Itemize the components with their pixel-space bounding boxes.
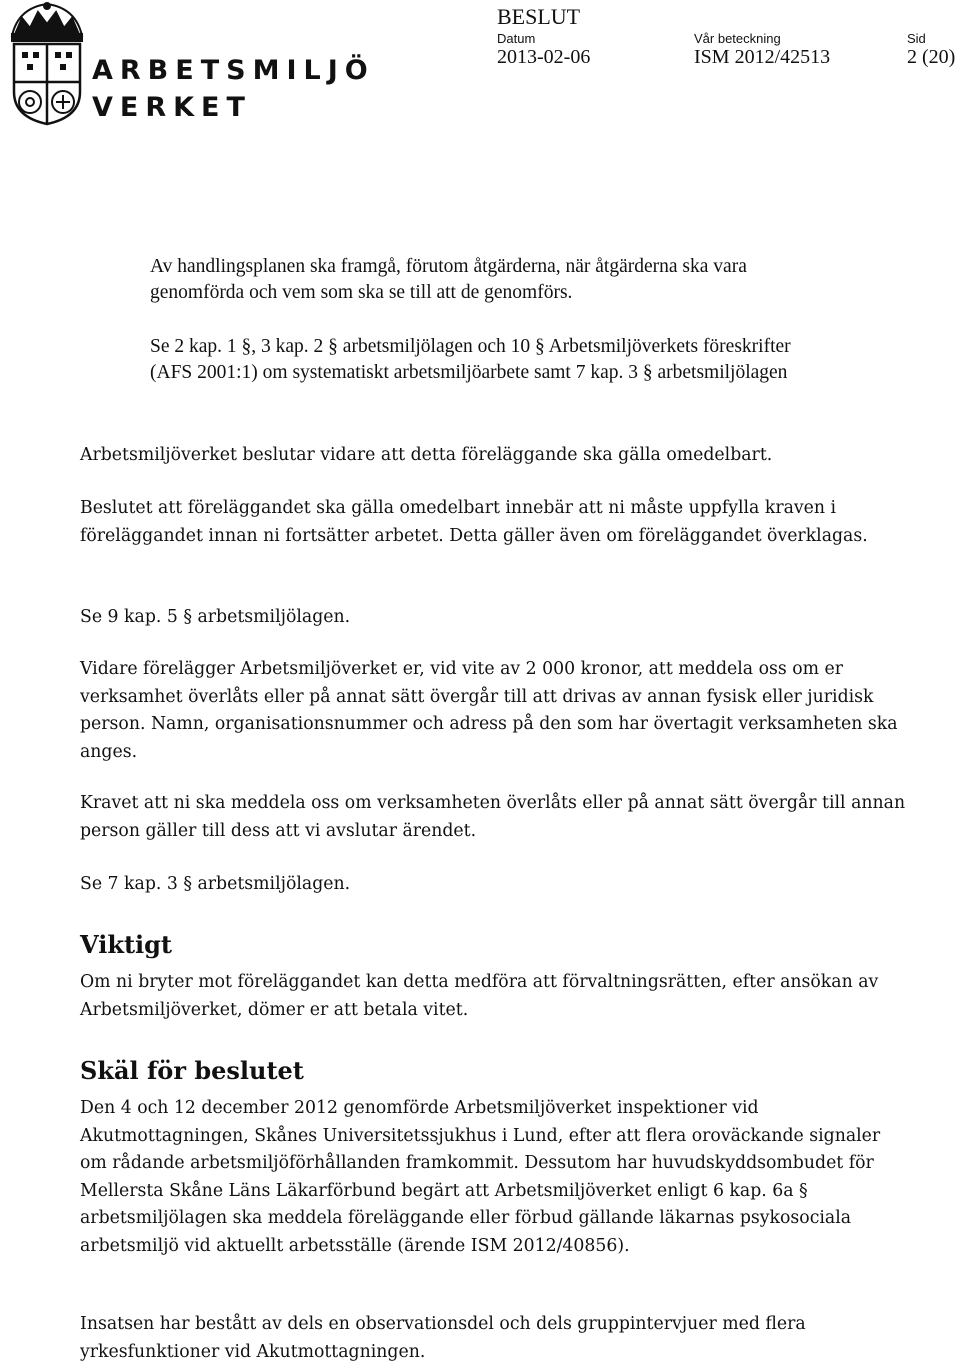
paragraph-omedelbart	[80, 442, 910, 470]
heading-viktigt: Viktigt	[80, 930, 173, 959]
paragraph-text: Insatsen har bestått av dels en observationsdel och dels gruppintervjuer med flera yrkesfunktioner vid Akutmottagningen.	[80, 1314, 806, 1362]
paragraph-skal	[80, 1095, 910, 1260]
page-number: 2 (20)	[907, 46, 956, 68]
document-type: BESLUT	[497, 4, 581, 29]
paragraph-text: Kravet att ni ska meddela oss om verksamheten överlåts eller på annat sätt övergår till annan person gäller till dess att vi avslutar ärendet.	[80, 793, 906, 841]
heading-skal-for-beslutet: Skäl för beslutet	[80, 1056, 304, 1085]
legal-reference-text: Se 9 kap. 5 § arbetsmiljölagen.	[80, 607, 351, 627]
date-label: Datum	[497, 31, 536, 46]
paragraph-text: Av handlingsplanen ska framgå, förutom åtgärderna, när åtgärderna ska vara genomförda och vem som ska se till att de genomförs.	[150, 256, 747, 303]
crown-shield-icon	[8, 2, 375, 127]
paragraph-handlingsplan	[150, 254, 820, 306]
paragraph-kravet	[80, 790, 910, 845]
reference-value: ISM 2012/42513	[694, 46, 831, 68]
paragraph-vite	[80, 656, 910, 766]
paragraph-text: Den 4 och 12 december 2012 genomförde Arbetsmiljöverket inspektioner vid Akutmottagningen, Skånes Universitetssjukhus i Lund, efter att flera oroväckande signaler om rådande arbetsmiljöförhållanden framkommit. Dessutom har huvudskyddsombudet för Mellersta Skåne Läns Läkarförbund begärt att Arbetsmiljöverket enligt 6 kap. 6a § arbetsmiljölagen ska meddela föreläggande eller förbud gällande läkarnas psykosociala arbetsmiljö vid aktuellt arbetsställe (ärende ISM 2012/40856).	[80, 1098, 881, 1256]
paragraph-text: Vidare förelägger Arbetsmiljöverket er, vid vite av 2 000 kronor, att meddela oss om er verksamhet överlåts eller på annat sätt övergår till att drivas av annan fysisk eller juridisk person. Namn, organisationsnummer och adress på den som har övertagit verksamheten ska anges.	[80, 659, 898, 762]
org-name-line1: ARBETSMILJÖ	[92, 55, 375, 86]
paragraph-text: Om ni bryter mot föreläggandet kan detta medföra att förvaltningsrätten, efter ansökan av Arbetsmiljöverket, dömer er att betala vitet.	[80, 972, 879, 1020]
org-name-line2: VERKET	[92, 92, 252, 123]
reference-label: Vår beteckning	[694, 31, 781, 46]
paragraph-text: Arbetsmiljöverket beslutar vidare att detta föreläggande ska gälla omedelbart.	[80, 445, 773, 465]
agency-logo	[8, 2, 375, 127]
legal-reference-block	[150, 334, 820, 386]
paragraph-beslutet	[80, 495, 910, 550]
legal-reference-text: Se 7 kap. 3 § arbetsmiljölagen.	[80, 874, 351, 894]
legal-reference-text: Se 2 kap. 1 §, 3 kap. 2 § arbetsmiljölagen och 10 § Arbetsmiljöverkets föreskrifter (AFS 2001:1) om systematiskt arbetsmiljöarbete samt 7 kap. 3 § arbetsmiljölagen	[150, 336, 791, 383]
paragraph-text: Beslutet att föreläggandet ska gälla omedelbart innebär att ni måste uppfylla kraven i föreläggandet innan ni fortsätter arbetet. Detta gäller även om föreläggandet överklagas.	[80, 498, 868, 546]
legal-reference-7-3	[80, 871, 910, 899]
page-label: Sid	[907, 31, 926, 46]
paragraph-insatsen	[80, 1311, 910, 1366]
legal-reference-9-5	[80, 604, 910, 632]
paragraph-viktigt	[80, 969, 910, 1024]
date-value: 2013-02-06	[497, 46, 591, 68]
